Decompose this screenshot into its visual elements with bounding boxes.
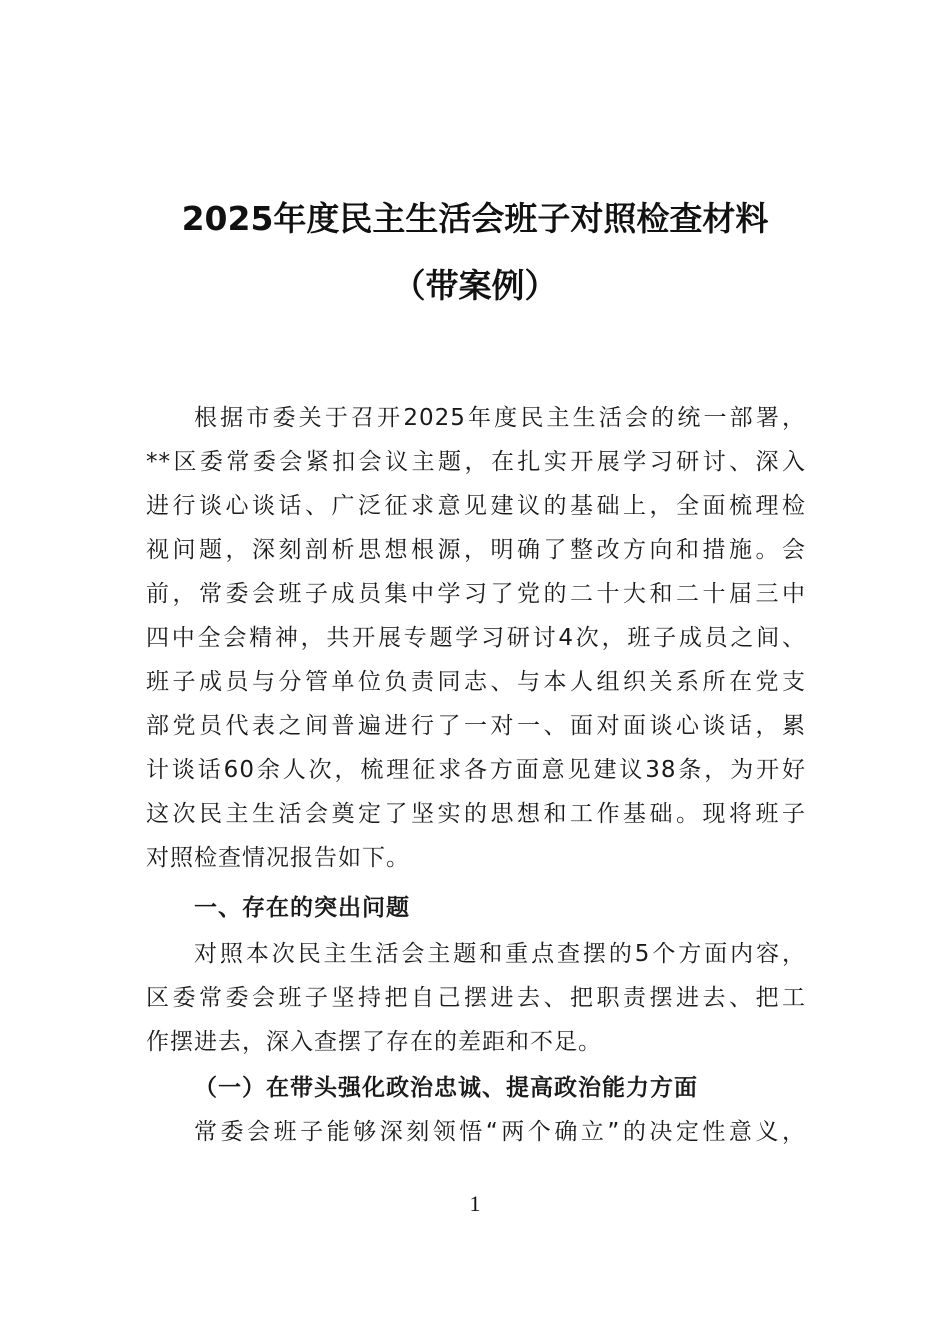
document-subtitle: （带案例） <box>392 266 558 305</box>
paragraph-1-line: **区委常委会紧扣会议主题，在扎实开展学习研讨、深入 <box>146 449 806 475</box>
paragraph-1-line: 前，常委会班子成员集中学习了党的二十大和二十届三中 <box>146 581 806 607</box>
paragraph-1-line: 根据市委关于召开2025年度民主生活会的统一部署， <box>194 405 806 431</box>
paragraph-1-line: 部党员代表之间普遍进行了一对一、面对面谈心谈话，累 <box>146 713 806 739</box>
paragraph-1-line: 这次民主生活会奠定了坚实的思想和工作基础。现将班子 <box>146 801 806 827</box>
subsection-heading: （一）在带头强化政治忠诚、提高政治能力方面 <box>194 1075 698 1101</box>
paragraph-2-line: 作摆进去，深入查摆了存在的差距和不足。 <box>146 1029 602 1055</box>
paragraph-1-line: 进行谈心谈话、广泛征求意见建议的基础上，全面梳理检 <box>146 493 806 519</box>
page-number: 1 <box>469 1191 481 1216</box>
paragraph-2-line: 区委常委会班子坚持把自己摆进去、把职责摆进去、把工 <box>146 985 806 1011</box>
paragraph-1-line: 计谈话60余人次，梳理征求各方面意见建议38条，为开好 <box>146 757 806 783</box>
paragraph-1-line: 四中全会精神，共开展专题学习研讨4次，班子成员之间、 <box>146 625 806 651</box>
document-title: 2025年度民主生活会班子对照检查材料 <box>181 199 769 238</box>
paragraph-2-line: 对照本次民主生活会主题和重点查摆的5个方面内容， <box>194 941 806 967</box>
paragraph-1-line: 班子成员与分管单位负责同志、与本人组织关系所在党支 <box>146 669 806 695</box>
paragraph-3-line: 常委会班子能够深刻领悟“两个确立”的决定性意义， <box>194 1119 806 1145</box>
paragraph-1-line: 视问题，深刻剖析思想根源，明确了整改方向和措施。会 <box>146 537 806 563</box>
section-heading: 一、存在的突出问题 <box>194 895 410 921</box>
paragraph-1-line: 对照检查情况报告如下。 <box>146 845 410 871</box>
